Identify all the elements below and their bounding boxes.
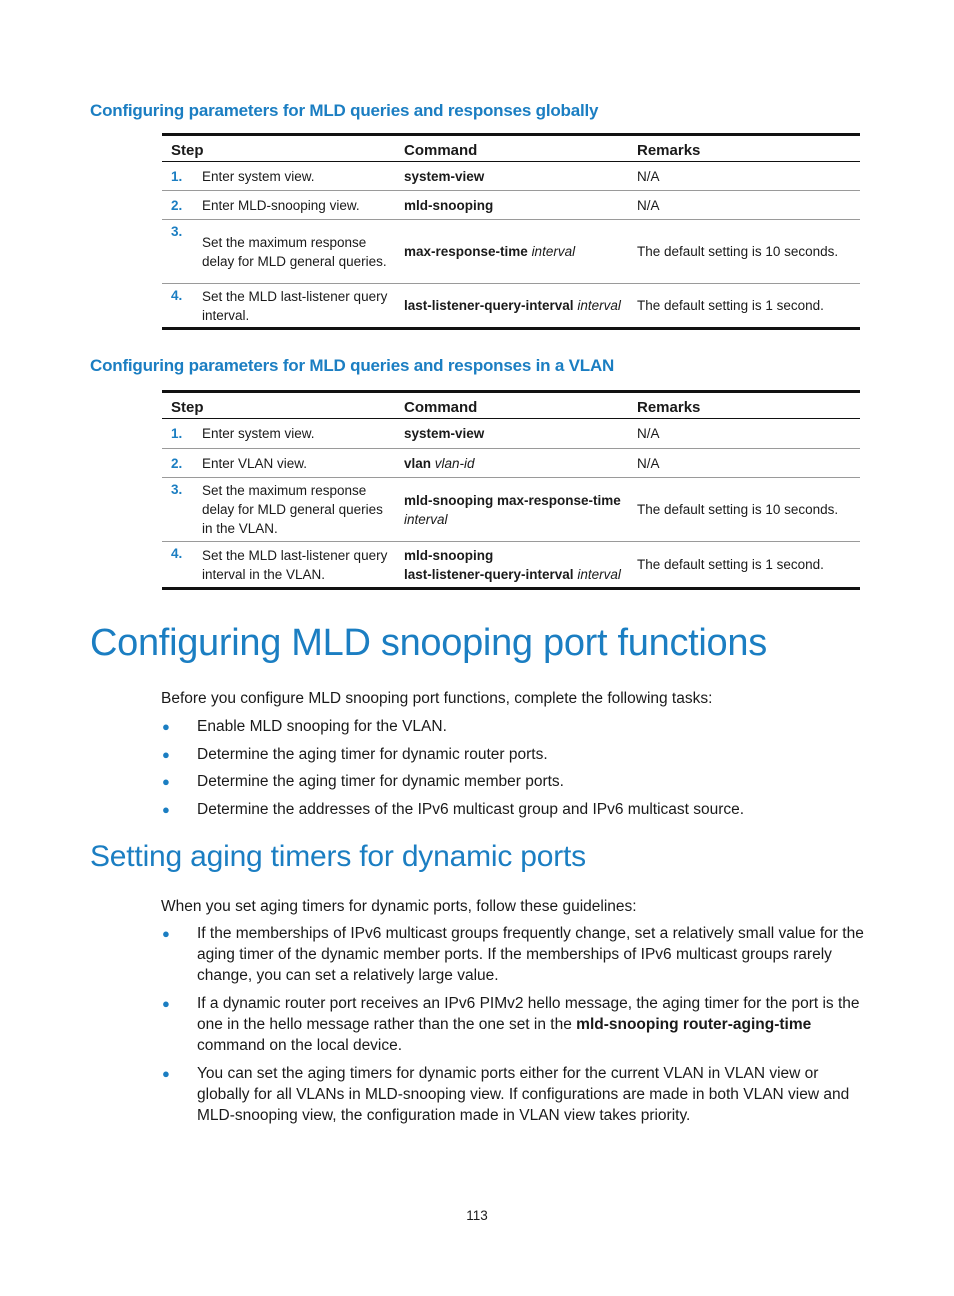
command-table-global — [162, 133, 860, 330]
step-cell — [162, 220, 395, 284]
step-number: 3. — [171, 482, 183, 497]
chapter-title: Configuring MLD snooping port functions — [90, 622, 767, 664]
inline-command: mld-snooping router-aging-time — [576, 1016, 812, 1033]
step-cell — [162, 191, 395, 220]
command-cell — [395, 449, 628, 478]
command-keyword: last-listener-query-interval — [404, 566, 574, 582]
table-row — [162, 220, 860, 284]
list-item-text: Determine the aging timer for dynamic member ports. — [197, 773, 564, 790]
list-item — [161, 1063, 871, 1126]
command-cell — [395, 542, 628, 589]
command-keyword: mld-snooping max-response-time — [404, 492, 621, 508]
step-number: 1. — [171, 426, 183, 441]
table-row — [162, 191, 860, 220]
command-cell — [395, 162, 628, 191]
remarks-cell: N/A — [628, 191, 860, 220]
section-intro: When you set aging timers for dynamic ports, follow these guidelines: — [161, 898, 637, 915]
command-keyword: mld-snooping — [404, 547, 494, 563]
remarks-cell: The default setting is 10 seconds. — [628, 478, 860, 542]
step-number: 4. — [171, 546, 183, 561]
remarks-cell: N/A — [637, 426, 660, 441]
bullet-dot-icon: ● — [162, 746, 170, 762]
step-text: Enter MLD-snooping view. — [202, 197, 360, 213]
section-heading-global: Configuring parameters for MLD queries and responses globally — [90, 101, 599, 120]
bullet-dot-icon: ● — [162, 1066, 170, 1081]
table-row — [162, 542, 860, 589]
command-keyword: vlan — [404, 455, 432, 471]
command-argument: interval — [531, 244, 576, 259]
list-item — [161, 799, 871, 820]
chapter-intro: Before you configure MLD snooping port functions, complete the following tasks: — [161, 690, 713, 707]
step-number: 3. — [171, 224, 183, 239]
step-text: Enter VLAN view. — [202, 455, 308, 471]
command-argument: interval — [577, 566, 621, 582]
bullet-dot-icon: ● — [162, 801, 170, 817]
step-text: Set the MLD last-listener query interval. — [202, 288, 388, 323]
list-item-text: Determine the addresses of the IPv6 multicast group and IPv6 multicast source. — [197, 800, 745, 818]
section-title: Setting aging timers for dynamic ports — [90, 840, 586, 873]
list-item-text: If the memberships of IPv6 multicast groups frequently change, set a relatively small value for the aging timer of the dynamic member ports. If the memberships of IPv6 multicast groups rarely change, you can set a relatively large value. — [197, 925, 864, 984]
table-row — [162, 162, 860, 191]
list-item-text: Determine the aging timer for dynamic router ports. — [197, 745, 548, 763]
bullet-dot-icon: ● — [162, 926, 170, 941]
table-row — [162, 478, 860, 542]
remarks-cell: N/A — [628, 449, 860, 478]
column-header-command: Command — [395, 392, 628, 419]
step-cell — [162, 284, 395, 329]
step-cell — [162, 419, 395, 449]
command-keyword: last-listener-query-interval — [404, 298, 574, 313]
step-text: Set the maximum response delay for MLD general queries in the VLAN. — [202, 483, 383, 536]
remarks-cell: The default setting is 1 second. — [628, 542, 860, 589]
step-number: 1. — [171, 168, 183, 184]
remarks-cell: The default setting is 10 seconds. — [628, 220, 860, 284]
step-number: 2. — [171, 455, 183, 471]
command-cell — [395, 478, 628, 542]
command-keyword: mld-snooping — [404, 197, 494, 213]
column-header-step: Step — [162, 392, 395, 419]
command-cell — [395, 220, 628, 284]
step-cell — [162, 478, 395, 542]
table-row — [162, 449, 860, 478]
bullet-dot-icon: ● — [162, 719, 170, 734]
list-item-text: You can set the aging timers for dynamic ports either for the current VLAN in VLAN view or globally for all VLANs in MLD-snooping view. If configurations are made in both VLAN view and MLD-snooping view, the configuration made in VLAN view takes priority. — [197, 1065, 850, 1124]
command-cell — [395, 419, 628, 449]
step-cell — [162, 449, 395, 478]
task-list — [161, 716, 871, 820]
bullet-dot-icon: ● — [162, 996, 170, 1011]
remarks-cell: The default setting is 1 second. — [628, 284, 860, 329]
bullet-dot-icon: ● — [162, 774, 170, 789]
guideline-list — [161, 923, 871, 1126]
command-argument: vlan-id — [434, 455, 475, 471]
command-table-vlan — [162, 390, 860, 590]
step-text: Enter system view. — [202, 168, 315, 184]
command-keyword: system-view — [404, 426, 485, 441]
list-item-text: Enable MLD snooping for the VLAN. — [197, 718, 447, 735]
step-text: Enter system view. — [202, 426, 315, 441]
step-text: Set the maximum response delay for MLD general queries. — [202, 234, 387, 269]
command-cell — [395, 284, 628, 329]
step-number: 2. — [171, 197, 183, 213]
list-item — [161, 771, 871, 792]
step-cell — [162, 542, 395, 589]
remarks-cell: N/A — [637, 168, 660, 184]
column-header-command: Command — [395, 135, 628, 162]
step-cell — [162, 162, 395, 191]
list-item — [161, 744, 871, 765]
command-cell — [395, 191, 628, 220]
list-item-text: If a dynamic router port receives an IPv6 PIMv2 hello message, the aging timer for the port is the one in the hello message rather than the one set in the — [197, 995, 860, 1033]
column-header-remarks: Remarks — [628, 392, 860, 419]
command-argument: interval — [577, 298, 621, 313]
list-item — [161, 923, 871, 986]
list-item-text: command on the local device. — [197, 1037, 403, 1054]
column-header-step: Step — [162, 135, 395, 162]
table-row — [162, 419, 860, 449]
command-keyword: system-view — [404, 168, 485, 184]
column-header-remarks: Remarks — [628, 135, 860, 162]
table-row — [162, 284, 860, 329]
step-text: Set the MLD last-listener query interval in the VLAN. — [202, 547, 388, 582]
step-number: 4. — [171, 288, 183, 303]
command-keyword: max-response-time — [404, 244, 528, 259]
list-item — [161, 993, 871, 1056]
command-argument: interval — [404, 511, 448, 527]
page-number: 113 — [466, 1208, 488, 1223]
list-item — [161, 716, 871, 737]
section-heading-vlan: Configuring parameters for MLD queries and responses in a VLAN — [90, 356, 615, 375]
